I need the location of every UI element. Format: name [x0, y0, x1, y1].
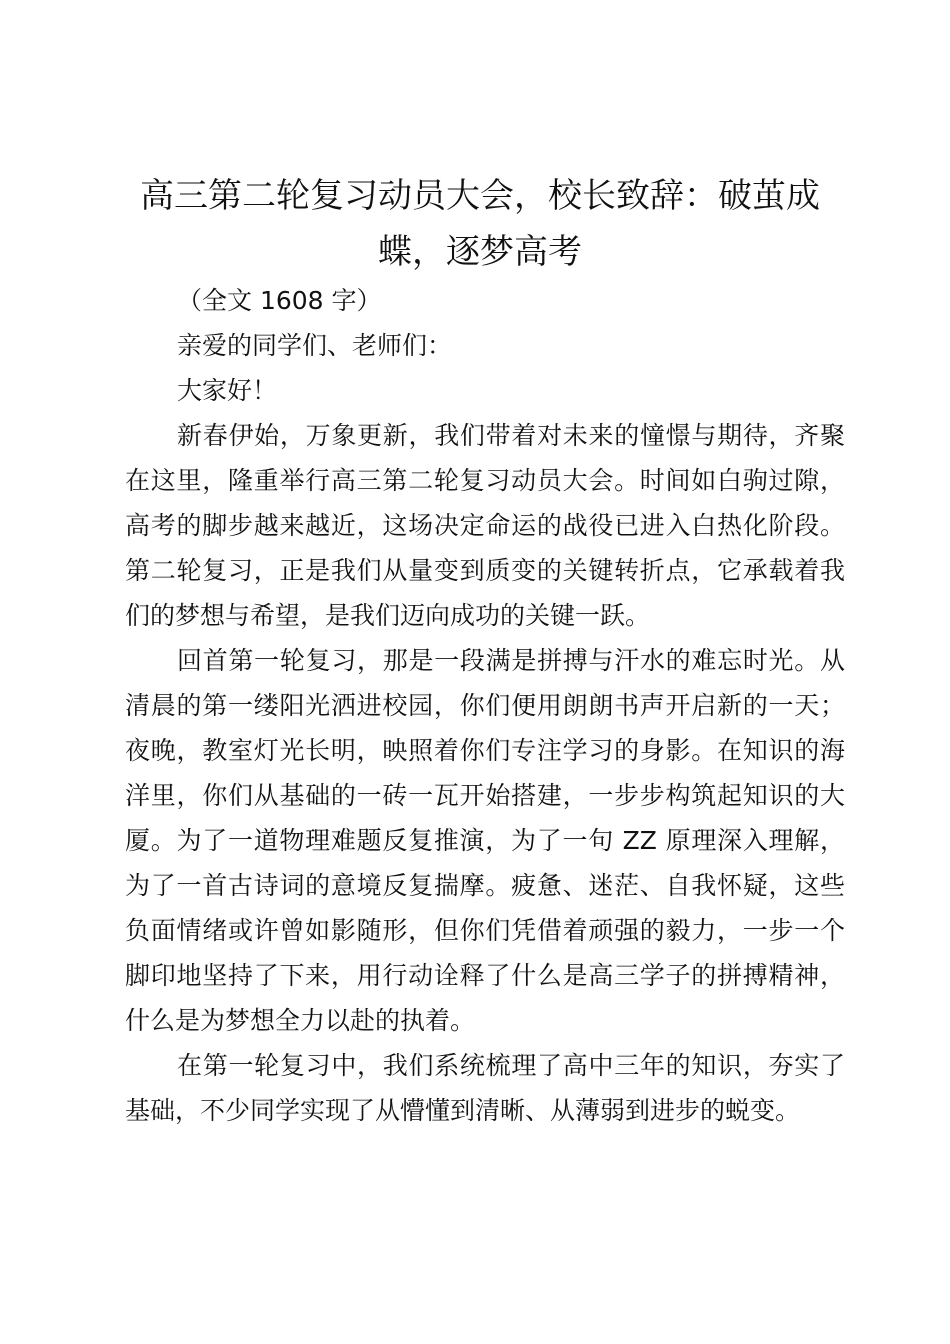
word-count-note: （全文 1608 字）: [177, 286, 382, 315]
body-paragraph: 回首第一轮复习，那是一段满是拼搏与汗水的难忘时光。从清晨的第一缕阳光洒进校园，你们便用朗朗书声开启新的一天；夜晚，教室灯光长明，映照着你们专注学习的身影。在知识的海洋里，你们从基础的一砖一瓦开始搭建，一步步构筑起知识的大厦。为了一道物理难题反复推演，为了一句 ZZ 原理深入理解，为了一首古诗词的意境反复揣摩。疲惫、迷茫、自我怀疑，这些负面情绪或许曾如影随形，但你们凭借着顽强的毅力，一步一个脚印地坚持了下来，用行动诠释了什么是高三学子的拼搏精神，什么是为梦想全力以赴的执着。: [125, 646, 845, 1035]
greeting: 大家好！: [177, 376, 278, 405]
salutation: 亲爱的同学们、老师们：: [177, 331, 453, 360]
body-paragraph: 在第一轮复习中，我们系统梳理了高中三年的知识，夯实了基础，不少同学实现了从懵懂到清晰、从薄弱到进步的蜕变。: [125, 1051, 845, 1125]
document-body: [125, 278, 845, 1133]
document-title: 高三第二轮复习动员大会，校长致辞：破茧成蝶，逐梦高考: [140, 176, 820, 272]
body-paragraph: 新春伊始，万象更新，我们带着对未来的憧憬与期待，齐聚在这里，隆重举行高三第二轮复习动员大会。时间如白驹过隙，高考的脚步越来越近，这场决定命运的战役已进入白热化阶段。第二轮复习，正是我们从量变到质变的关键转折点，它承载着我们的梦想与希望，是我们迈向成功的关键一跃。: [125, 421, 845, 630]
